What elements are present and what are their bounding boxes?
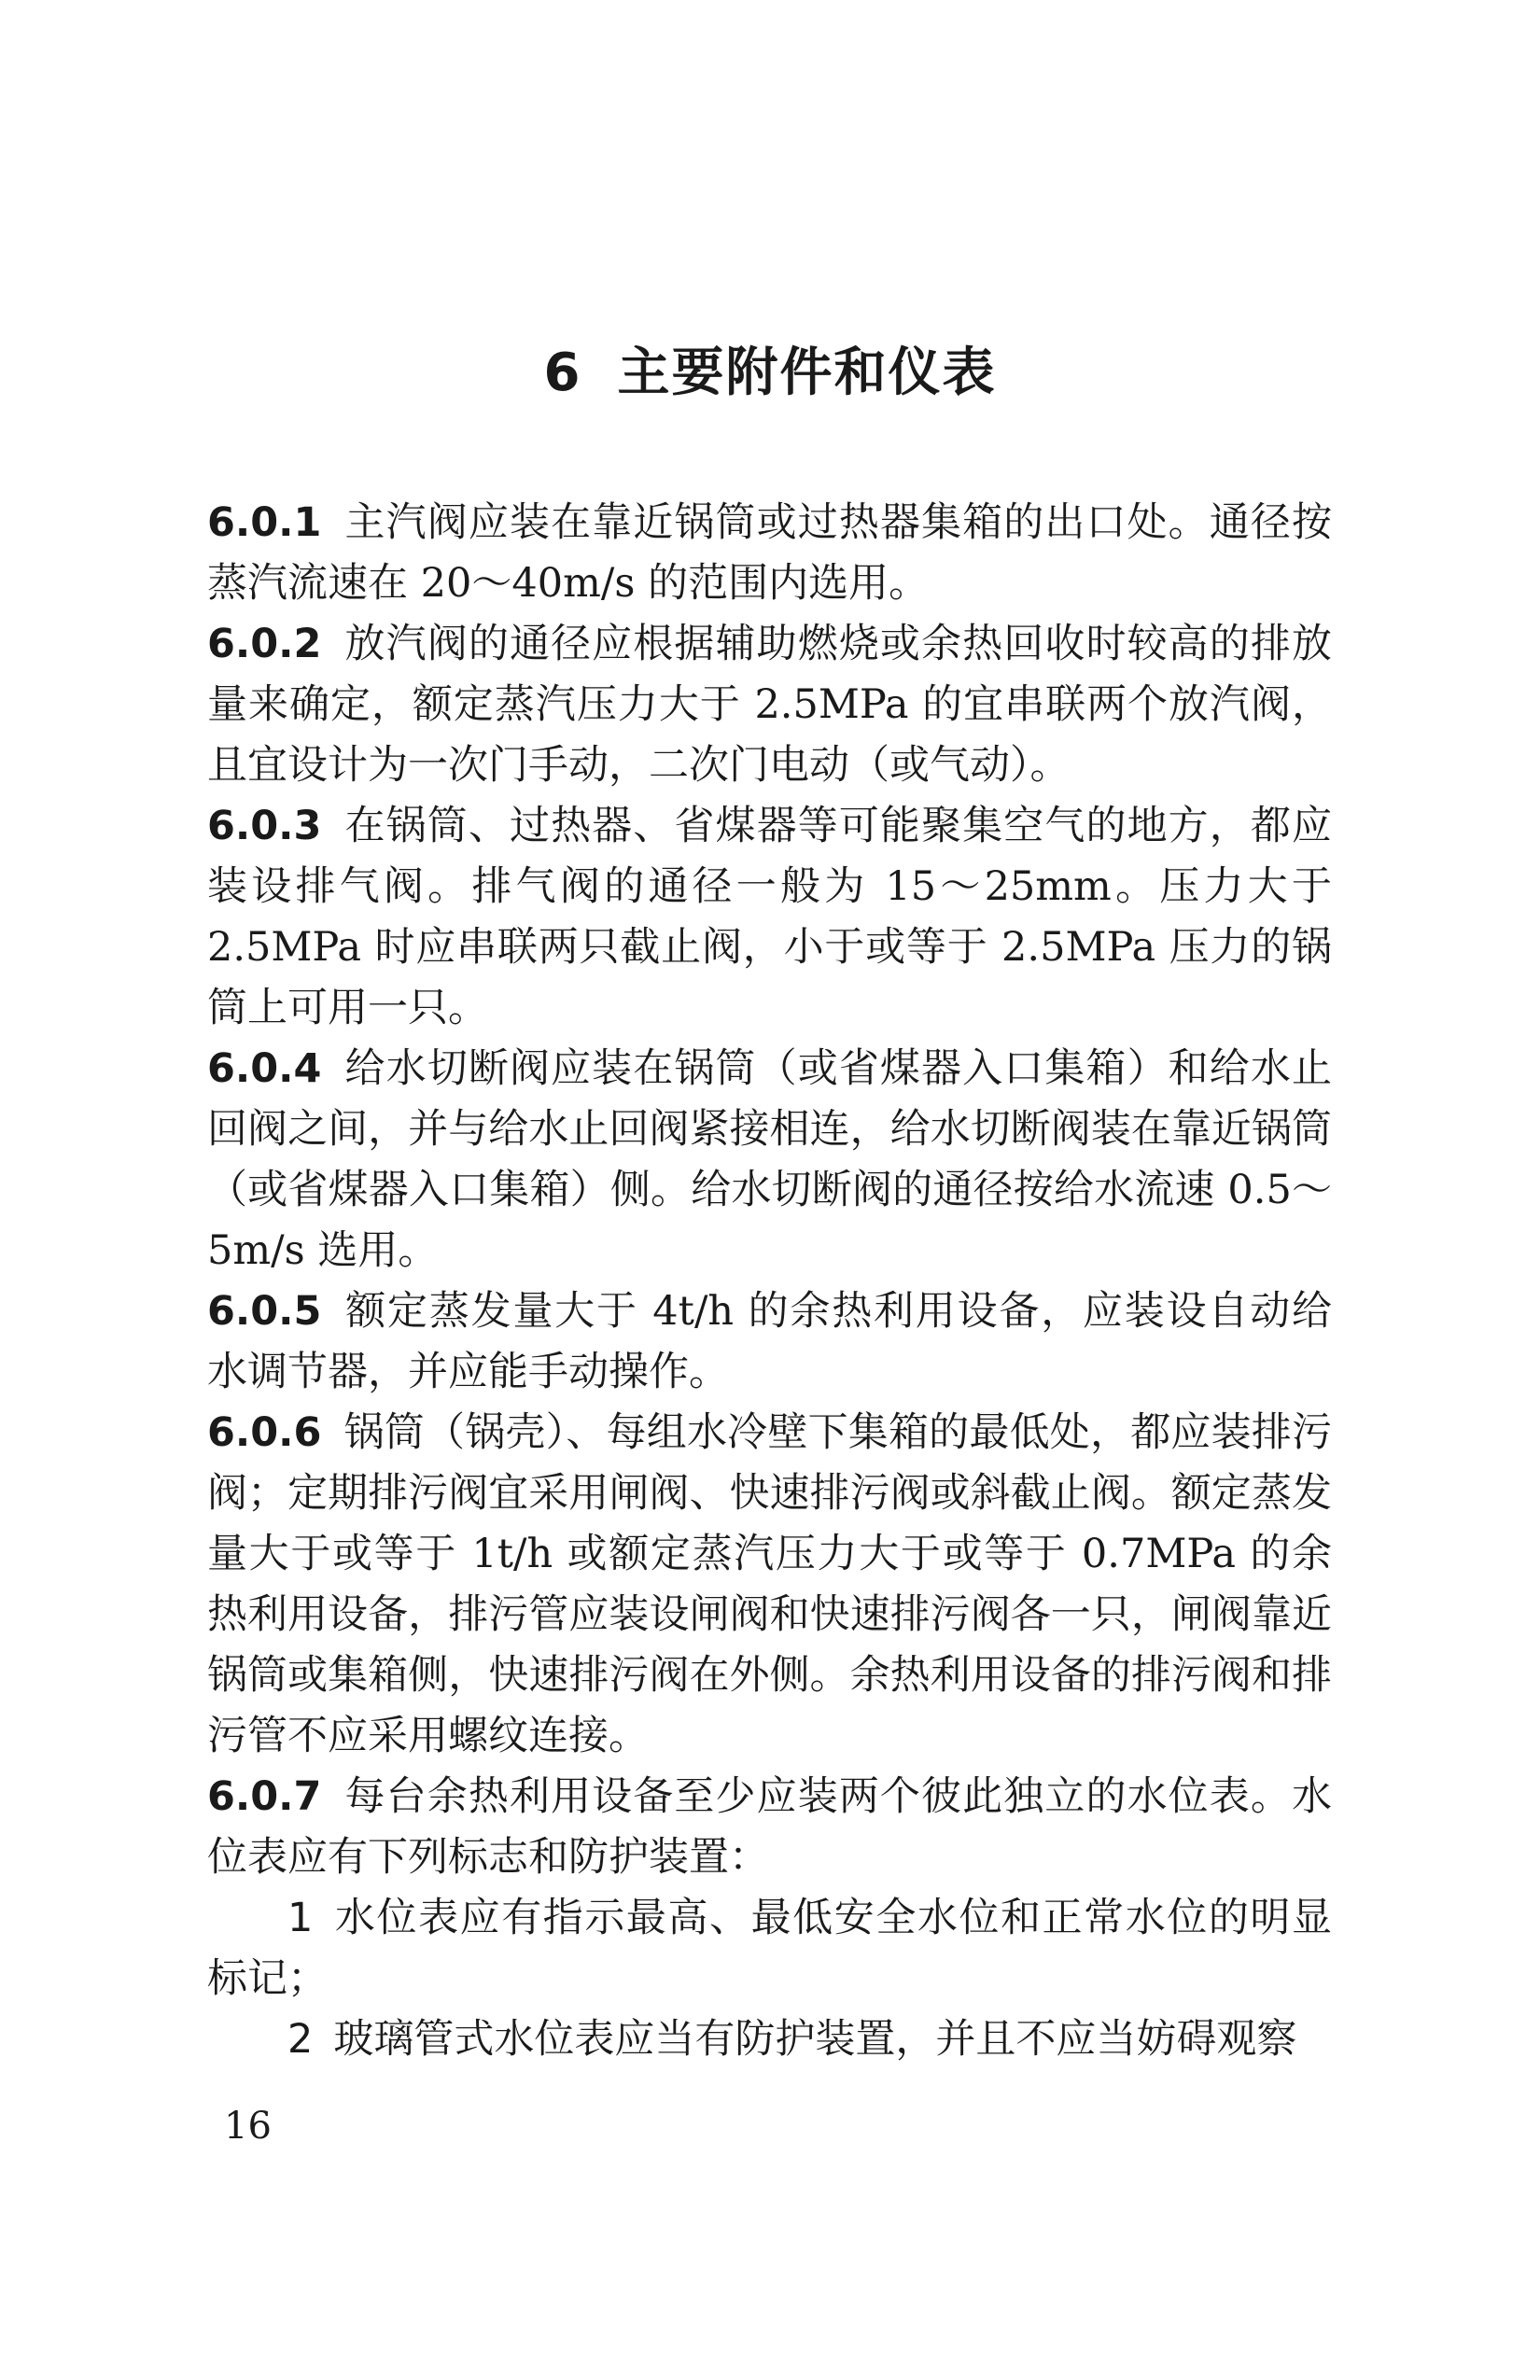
item-number: 1 (287, 1895, 314, 1941)
list-item-2 (207, 2009, 1332, 2070)
clause-text: 每台余热利用设备至少应装两个彼此独立的水位表。水位表应有下列标志和防护装置： (207, 1773, 1332, 1881)
clause-text: 锅筒（锅壳）、每组水冷壁下集箱的最低处，都应装排污阀；定期排污阀宜采用闸阀、快速排污阀或斜截止阀。额定蒸发量大于或等于 1t/h 或额定蒸汽压力大于或等于 0.7MPa 的余热利用设备，排污管应装设闸阀和快速排污阀各一只，闸阀靠近锅筒或集箱侧，快速排污阀在外侧。余热利用设备的排污阀和排污管不应采用螺纹连接。 (207, 1409, 1332, 1759)
clause-text: 放汽阀的通径应根据辅助燃烧或余热回收时较高的排放量来确定，额定蒸汽压力大于 2.5MPa 的宜串联两个放汽阀，且宜设计为一次门手动，二次门电动（或气动）。 (207, 621, 1332, 789)
clause-number: 6.0.4 (207, 1045, 322, 1092)
clause-text: 在锅筒、过热器、省煤器等可能聚集空气的地方，都应装设排气阀。排气阀的通径一般为 15～25mm。压力大于 2.5MPa 时应串联两只截止阀，小于或等于 2.5MPa 压力的锅筒上可用一只。 (207, 803, 1332, 1031)
list-item-1 (207, 1888, 1332, 2009)
main-content (207, 493, 1332, 2070)
clause-number: 6.0.2 (207, 621, 322, 667)
chapter-title (0, 331, 1540, 406)
clause-number: 6.0.1 (207, 499, 322, 546)
clause-6-0-2 (207, 614, 1332, 796)
item-text: 玻璃管式水位表应当有防护装置，并且不应当妨碍观察 (333, 2016, 1297, 2063)
clause-6-0-1 (207, 493, 1332, 614)
clause-number: 6.0.6 (207, 1409, 322, 1456)
clause-text: 额定蒸发量大于 4t/h 的余热利用设备，应装设自动给水调节器，并应能手动操作。 (207, 1288, 1332, 1395)
clause-number: 6.0.3 (207, 803, 322, 849)
clause-number: 6.0.7 (207, 1773, 322, 1820)
item-text: 水位表应有指示最高、最低安全水位和正常水位的明显标记； (207, 1895, 1332, 2002)
item-number: 2 (287, 2016, 314, 2063)
clause-6-0-3 (207, 796, 1332, 1039)
clause-6-0-5 (207, 1281, 1332, 1403)
clause-text: 主汽阀应装在靠近锅筒或过热器集箱的出口处。通径按蒸汽流速在 20～40m/s 的范围内选用。 (207, 499, 1332, 607)
chapter-number: 6 (543, 343, 582, 403)
clause-6-0-4 (207, 1039, 1332, 1281)
page-number: 16 (224, 2105, 272, 2148)
clause-6-0-6 (207, 1403, 1332, 1767)
clause-number: 6.0.5 (207, 1288, 322, 1335)
clause-text: 给水切断阀应装在锅筒（或省煤器入口集箱）和给水止回阀之间，并与给水止回阀紧接相连，给水切断阀装在靠近锅筒（或省煤器入口集箱）侧。给水切断阀的通径按给水流速 0.5～5m/s 选用。 (207, 1045, 1332, 1274)
clause-6-0-7 (207, 1767, 1332, 1888)
chapter-title-text: 主要附件和仪表 (617, 343, 997, 403)
